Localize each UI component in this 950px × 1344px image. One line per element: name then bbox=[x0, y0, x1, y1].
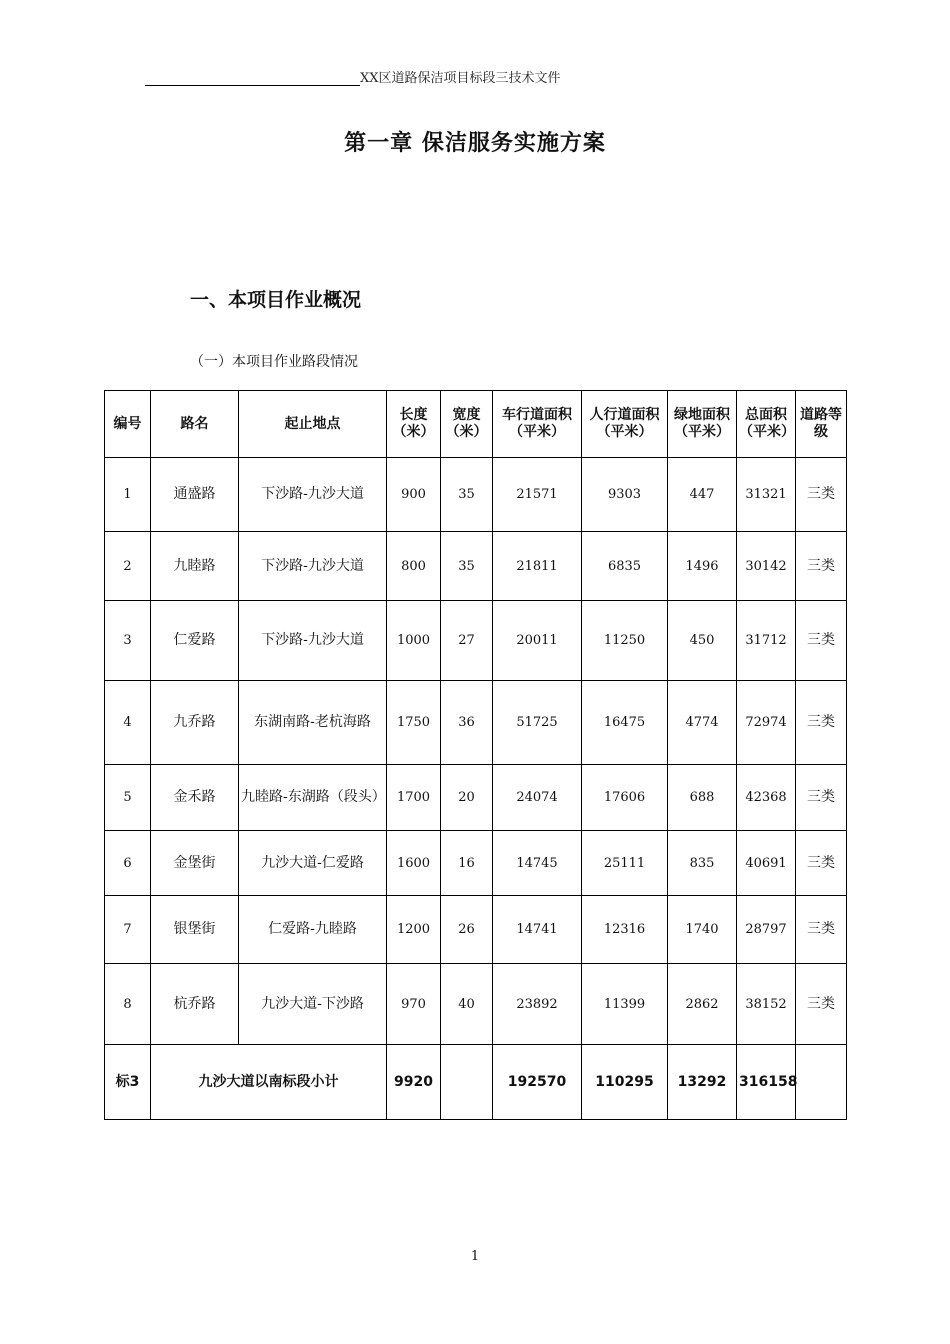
cell-road-name: 金堡街 bbox=[151, 831, 239, 896]
header-rule bbox=[145, 85, 360, 86]
cell-width: 36 bbox=[441, 681, 493, 765]
cell-total-area-sum: 316158 bbox=[737, 1045, 796, 1120]
cell-sidewalk-area: 25111 bbox=[582, 831, 668, 896]
table-row bbox=[105, 964, 847, 1045]
cell-carriageway-area: 21571 bbox=[493, 458, 582, 532]
cell-sidewalk-area: 11250 bbox=[582, 601, 668, 681]
cell-total-area: 30142 bbox=[737, 532, 796, 601]
header-cell: 宽度（米） bbox=[441, 391, 493, 458]
cell-road-name: 通盛路 bbox=[151, 458, 239, 532]
cell-sidewalk-area: 6835 bbox=[582, 532, 668, 601]
cell-length: 1600 bbox=[387, 831, 441, 896]
cell-sidewalk-area: 17606 bbox=[582, 765, 668, 831]
cell-green-area: 835 bbox=[668, 831, 737, 896]
header-cell: 车行道面积（平米） bbox=[493, 391, 582, 458]
cell-length: 800 bbox=[387, 532, 441, 601]
cell-road-name: 金禾路 bbox=[151, 765, 239, 831]
cell-total-area: 31321 bbox=[737, 458, 796, 532]
cell-carriageway-area: 14741 bbox=[493, 896, 582, 964]
cell-section: 九沙大道-下沙路 bbox=[239, 964, 387, 1045]
cell-road-name: 银堡街 bbox=[151, 896, 239, 964]
cell-id: 5 bbox=[105, 765, 151, 831]
cell-id: 4 bbox=[105, 681, 151, 765]
cell-carriageway-area: 20011 bbox=[493, 601, 582, 681]
header-cell: 人行道面积（平米） bbox=[582, 391, 668, 458]
cell-total-area: 40691 bbox=[737, 831, 796, 896]
table-row bbox=[105, 681, 847, 765]
cell-green-area: 447 bbox=[668, 458, 737, 532]
cell-length: 1750 bbox=[387, 681, 441, 765]
table-total-row bbox=[105, 1045, 847, 1120]
cell-grade: 三类 bbox=[796, 532, 847, 601]
table-header-row bbox=[105, 391, 847, 458]
cell-total-green: 13292 bbox=[668, 1045, 737, 1120]
header-cell: 绿地面积（平米） bbox=[668, 391, 737, 458]
cell-road-name: 九乔路 bbox=[151, 681, 239, 765]
header-cell: 路名 bbox=[151, 391, 239, 458]
cell-length: 1200 bbox=[387, 896, 441, 964]
cell-sidewalk-area: 16475 bbox=[582, 681, 668, 765]
header-cell: 起止地点 bbox=[239, 391, 387, 458]
cell-green-area: 4774 bbox=[668, 681, 737, 765]
cell-id: 7 bbox=[105, 896, 151, 964]
cell-section: 仁爱路-九睦路 bbox=[239, 896, 387, 964]
subsection-title: （一）本项目作业路段情况 bbox=[190, 354, 358, 370]
cell-width: 20 bbox=[441, 765, 493, 831]
header-cell: 长度（米） bbox=[387, 391, 441, 458]
cell-section: 九沙大道-仁爱路 bbox=[239, 831, 387, 896]
cell-total-width bbox=[441, 1045, 493, 1120]
table-row bbox=[105, 831, 847, 896]
cell-total-area: 42368 bbox=[737, 765, 796, 831]
cell-length: 1700 bbox=[387, 765, 441, 831]
cell-total-carriageway: 192570 bbox=[493, 1045, 582, 1120]
cell-total-sidewalk: 110295 bbox=[582, 1045, 668, 1120]
cell-green-area: 450 bbox=[668, 601, 737, 681]
cell-length: 1000 bbox=[387, 601, 441, 681]
cell-total-id: 标3 bbox=[105, 1045, 151, 1120]
cell-id: 8 bbox=[105, 964, 151, 1045]
table-row bbox=[105, 765, 847, 831]
cell-id: 1 bbox=[105, 458, 151, 532]
cell-total-grade bbox=[796, 1045, 847, 1120]
cell-section: 东湖南路-老杭海路 bbox=[239, 681, 387, 765]
cell-width: 40 bbox=[441, 964, 493, 1045]
cell-total-area: 38152 bbox=[737, 964, 796, 1045]
cell-road-name: 杭乔路 bbox=[151, 964, 239, 1045]
cell-section: 下沙路-九沙大道 bbox=[239, 458, 387, 532]
header-cell: 道路等级 bbox=[796, 391, 847, 458]
cell-carriageway-area: 24074 bbox=[493, 765, 582, 831]
cell-grade: 三类 bbox=[796, 831, 847, 896]
table-row bbox=[105, 532, 847, 601]
cell-section: 九睦路-东湖路（段头） bbox=[239, 765, 387, 831]
cell-total-length: 9920 bbox=[387, 1045, 441, 1120]
cell-total-area: 31712 bbox=[737, 601, 796, 681]
cell-width: 35 bbox=[441, 458, 493, 532]
cell-width: 27 bbox=[441, 601, 493, 681]
table-row bbox=[105, 458, 847, 532]
chapter-title: 第一章 保洁服务实施方案 bbox=[344, 131, 606, 156]
cell-grade: 三类 bbox=[796, 964, 847, 1045]
cell-total-label: 九沙大道以南标段小计 bbox=[151, 1045, 387, 1120]
table-row bbox=[105, 601, 847, 681]
cell-carriageway-area: 21811 bbox=[493, 532, 582, 601]
header-cell: 总面积（平米） bbox=[737, 391, 796, 458]
cell-green-area: 1740 bbox=[668, 896, 737, 964]
cell-total-area: 28797 bbox=[737, 896, 796, 964]
cell-id: 3 bbox=[105, 601, 151, 681]
cell-grade: 三类 bbox=[796, 601, 847, 681]
cell-grade: 三类 bbox=[796, 681, 847, 765]
cell-width: 16 bbox=[441, 831, 493, 896]
cell-section: 下沙路-九沙大道 bbox=[239, 601, 387, 681]
cell-sidewalk-area: 12316 bbox=[582, 896, 668, 964]
page-number: 1 bbox=[470, 1249, 480, 1264]
cell-grade: 三类 bbox=[796, 458, 847, 532]
cell-carriageway-area: 23892 bbox=[493, 964, 582, 1045]
cell-width: 35 bbox=[441, 532, 493, 601]
cell-sidewalk-area: 11399 bbox=[582, 964, 668, 1045]
cell-total-area: 72974 bbox=[737, 681, 796, 765]
cell-carriageway-area: 51725 bbox=[493, 681, 582, 765]
cell-id: 2 bbox=[105, 532, 151, 601]
road-sections-table bbox=[104, 390, 847, 1120]
document-header: XX区道路保洁项目标段三技术文件 bbox=[360, 71, 561, 86]
cell-length: 970 bbox=[387, 964, 441, 1045]
cell-carriageway-area: 14745 bbox=[493, 831, 582, 896]
cell-green-area: 1496 bbox=[668, 532, 737, 601]
cell-grade: 三类 bbox=[796, 765, 847, 831]
cell-green-area: 2862 bbox=[668, 964, 737, 1045]
header-cell: 编号 bbox=[105, 391, 151, 458]
section-title: 一、本项目作业概况 bbox=[190, 289, 362, 311]
cell-grade: 三类 bbox=[796, 896, 847, 964]
cell-road-name: 九睦路 bbox=[151, 532, 239, 601]
cell-green-area: 688 bbox=[668, 765, 737, 831]
cell-id: 6 bbox=[105, 831, 151, 896]
table-row bbox=[105, 896, 847, 964]
cell-section: 下沙路-九沙大道 bbox=[239, 532, 387, 601]
cell-sidewalk-area: 9303 bbox=[582, 458, 668, 532]
cell-length: 900 bbox=[387, 458, 441, 532]
cell-width: 26 bbox=[441, 896, 493, 964]
cell-road-name: 仁爱路 bbox=[151, 601, 239, 681]
